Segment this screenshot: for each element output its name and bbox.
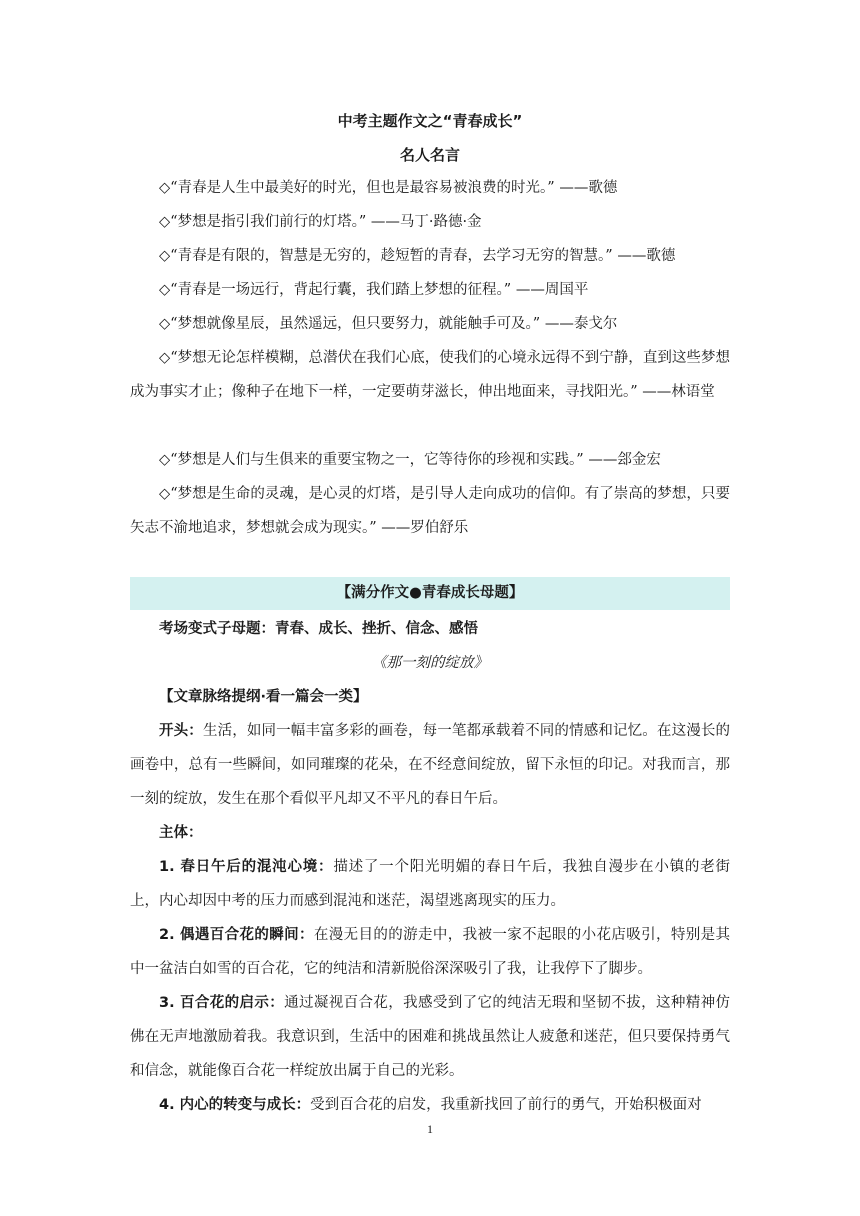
page-number: 1 — [427, 1122, 433, 1136]
quote-item: ◇“梦想是人们与生俱来的重要宝物之一，它等待你的珍视和实践。” ——郐金宏 — [159, 452, 661, 468]
essay-title: 《那一刻的绽放》 — [372, 655, 488, 671]
point-label: 3. 百合花的启示： — [159, 995, 285, 1011]
point-label: 1. 春日午后的混沌心境： — [159, 859, 334, 875]
quote-item: ◇“梦想就像星辰，虽然遥远，但只要努力，就能触手可及。” ——泰戈尔 — [159, 316, 618, 332]
point-text: 受到百合花的启发，我重新找回了前行的勇气，开始积极面对 — [310, 1097, 702, 1113]
section-banner: 【满分作文●青春成长母题】 — [130, 577, 730, 610]
quote-item: ◇“梦想是生命的灵魂，是心灵的灯塔，是引导人走向成功的信仰。有了崇高的梦想，只要矢志不渝地追求，梦想就会成为现实。” ——罗伯舒乐 — [130, 486, 730, 536]
point-text: 描述了一个阳光明媚的春日午后，我独自漫步在小镇的老街上，内心却因中考的压力而感到混沌和迷茫，渴望逃离现实的压力。 — [130, 859, 730, 909]
opening-label: 开头： — [159, 723, 203, 739]
outline-point — [130, 986, 730, 1088]
point-text: 通过凝视百合花，我感受到了它的纯洁无瑕和坚韧不拔，这种精神仿佛在无声地激励着我。我意识到，生活中的困难和挑战虽然让人疲惫和迷茫，但只要保持勇气和信念，就能像百合花一样绽放出属于自己的光彩。 — [130, 995, 730, 1079]
document-title: 中考主题作文之“青春成长” — [337, 112, 523, 130]
point-text: 在漫无目的的游走中，我被一家不起眼的小花店吸引，特别是其中一盆洁白如雪的百合花，它的纯洁和清新脱俗深深吸引了我，让我停下了脚步。 — [130, 927, 730, 977]
body-label: 主体： — [159, 825, 203, 841]
point-label: 4. 内心的转变与成长： — [159, 1097, 311, 1113]
opening-paragraph — [130, 714, 730, 816]
quote-item: ◇“梦想是指引我们前行的灯塔。” ——马丁·路德·金 — [159, 214, 482, 230]
outline-point — [130, 1088, 730, 1122]
outline-heading: 【文章脉络提纲·看一篇会一类】 — [159, 689, 368, 705]
sub-topics: 考场变式子母题：青春、成长、挫折、信念、感悟 — [159, 621, 478, 637]
point-label: 2. 偶遇百合花的瞬间： — [159, 927, 314, 943]
quote-item: ◇“青春是人生中最美好的时光，但也是最容易被浪费的时光。” ——歌德 — [159, 180, 618, 196]
section-heading-quotes: 名人名言 — [399, 146, 460, 164]
quote-item: ◇“青春是一场远行，背起行囊，我们踏上梦想的征程。” ——周国平 — [159, 282, 589, 298]
outline-point — [130, 918, 730, 986]
opening-text: 生活，如同一幅丰富多彩的画卷，每一笔都承载着不同的情感和记忆。在这漫长的画卷中，总有一些瞬间，如同璀璨的花朵，在不经意间绽放，留下永恒的印记。对我而言，那一刻的绽放，发生在那个看似平凡却又不平凡的春日午后。 — [130, 723, 730, 807]
quote-item: ◇“梦想无论怎样模糊，总潜伏在我们心底，使我们的心境永远得不到宁静，直到这些梦想成为事实才止；像种子在地下一样，一定要萌芽滋长，伸出地面来，寻找阳光。” ——林语堂 — [130, 350, 730, 400]
quote-item: ◇“青春是有限的，智慧是无穷的，趁短暂的青春，去学习无穷的智慧。” ——歌德 — [159, 248, 676, 264]
outline-point — [130, 850, 730, 918]
